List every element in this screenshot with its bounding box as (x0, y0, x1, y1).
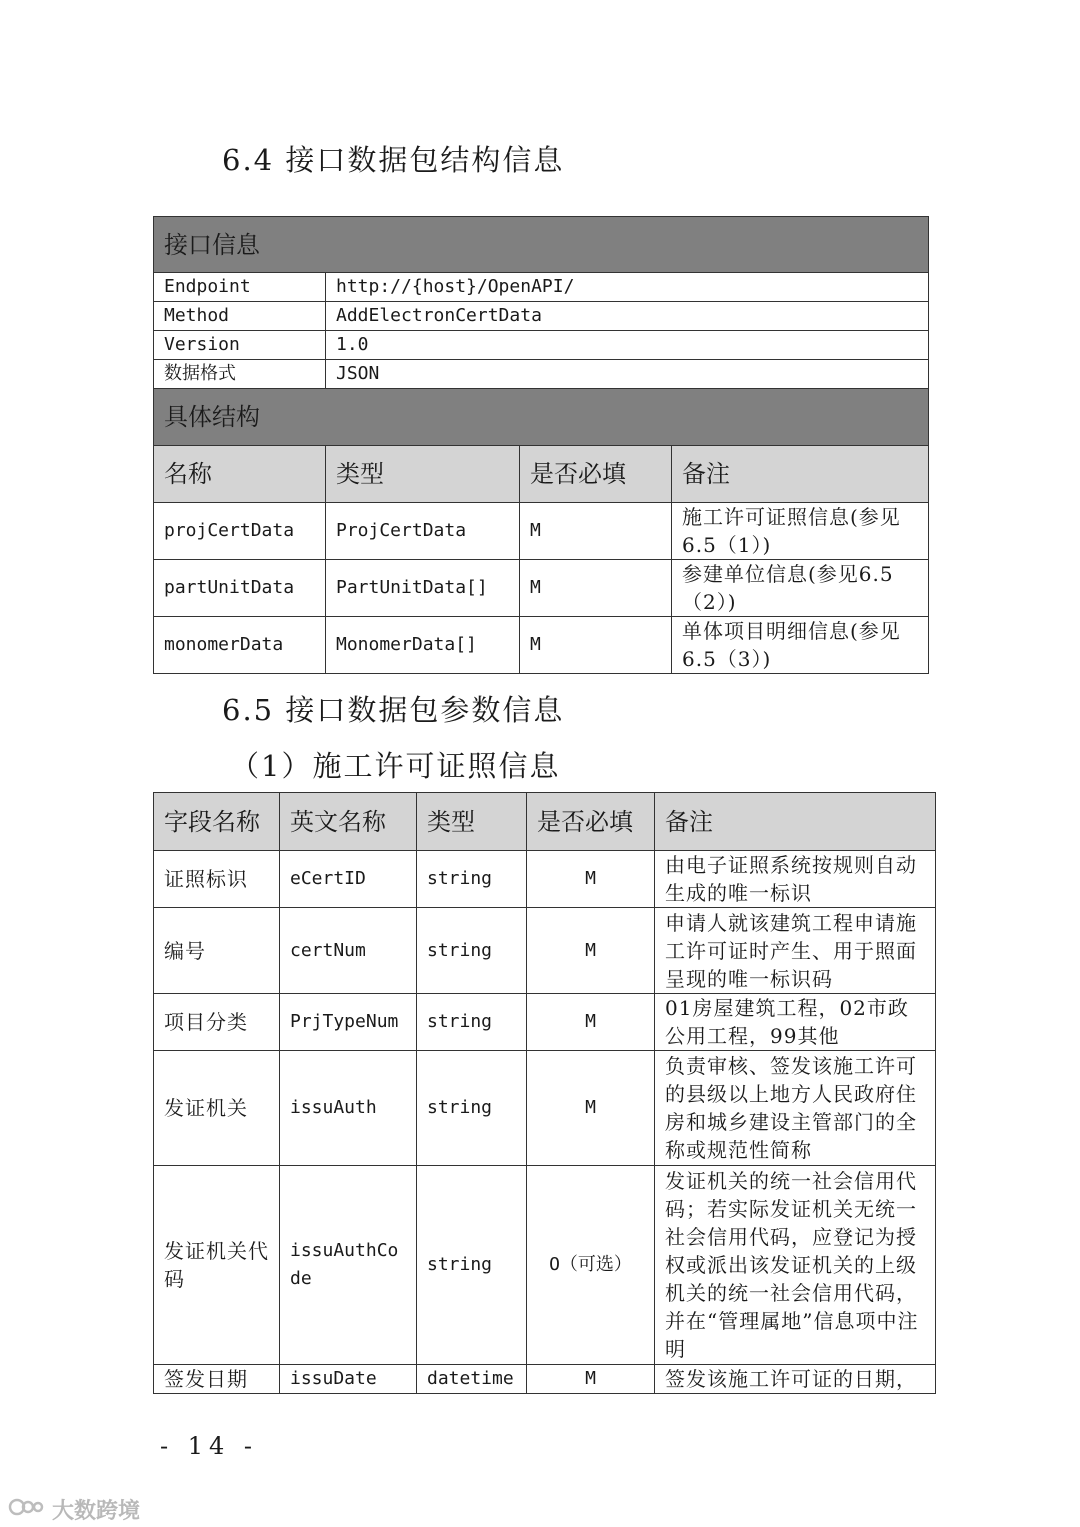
cell-note: 01房屋建筑工程，02市政公用工程，99其他 (655, 994, 936, 1051)
info-key: Endpoint (154, 273, 326, 302)
table-row (154, 503, 929, 560)
cell-required: M (520, 560, 672, 617)
cell-type: ProjCertData (326, 503, 520, 560)
cell-type: MonomerData[] (326, 617, 520, 674)
cell-note: 申请人就该建筑工程申请施工许可证时产生、用于照面呈现的唯一标识码 (655, 908, 936, 994)
cell-english: issuAuth (280, 1051, 417, 1166)
cell-note: 参建单位信息(参见6.5（2）) (672, 560, 929, 617)
cell-field: 签发日期 (154, 1365, 280, 1394)
structure-table (153, 216, 929, 674)
params-table (153, 792, 936, 1394)
cell-note: 由电子证照系统按规则自动生成的唯一标识 (655, 851, 936, 908)
cell-name: monomerData (154, 617, 326, 674)
cell-english: certNum (280, 908, 417, 994)
cell-required: M (520, 503, 672, 560)
info-key: 数据格式 (154, 360, 326, 389)
cell-type: string (417, 1166, 527, 1365)
cell-name: projCertData (154, 503, 326, 560)
cell-field: 发证机关代码 (154, 1166, 280, 1365)
structure-header: 具体结构 (154, 389, 929, 446)
table-row (154, 908, 936, 994)
info-key: Version (154, 331, 326, 360)
cell-type: string (417, 1051, 527, 1166)
cell-name: partUnitData (154, 560, 326, 617)
table-row (154, 617, 929, 674)
column-header: 是否必填 (527, 793, 655, 851)
column-header: 类型 (417, 793, 527, 851)
info-value: JSON (326, 360, 929, 389)
section-64-title: 6.4 接口数据包结构信息 (222, 143, 565, 177)
cell-note: 施工许可证照信息(参见6.5（1）) (672, 503, 929, 560)
column-header: 备注 (655, 793, 936, 851)
column-header: 英文名称 (280, 793, 417, 851)
watermark-text: 大数跨境 (52, 1499, 141, 1524)
cell-type: string (417, 851, 527, 908)
cell-note: 负责审核、签发该施工许可的县级以上地方人民政府住房和城乡建设主管部门的全称或规范性简称 (655, 1051, 936, 1166)
cell-type: string (417, 994, 527, 1051)
column-header: 类型 (326, 446, 520, 503)
table-row (154, 994, 936, 1051)
interface-info-header: 接口信息 (154, 217, 929, 273)
table-row (154, 1166, 936, 1365)
cell-note: 单体项目明细信息(参见6.5（3）) (672, 617, 929, 674)
cell-type: string (417, 908, 527, 994)
cell-required: M (527, 851, 655, 908)
cell-required: O（可选） (527, 1166, 655, 1365)
cell-english: issuAuthCode (280, 1166, 417, 1365)
cell-required: M (520, 617, 672, 674)
cell-field: 编号 (154, 908, 280, 994)
column-header: 是否必填 (520, 446, 672, 503)
cell-english: eCertID (280, 851, 417, 908)
info-value: 1.0 (326, 331, 929, 360)
table-row (154, 1051, 936, 1166)
watermark (8, 1494, 140, 1525)
page-number: - 14 - (160, 1432, 259, 1460)
cell-field: 项目分类 (154, 994, 280, 1051)
cell-english: issuDate (280, 1365, 417, 1394)
cell-note: 签发该施工许可证的日期， (655, 1365, 936, 1394)
cell-field: 发证机关 (154, 1051, 280, 1166)
cell-required: M (527, 1051, 655, 1166)
cell-type: datetime (417, 1365, 527, 1394)
section-65-subtitle: （1）施工许可证照信息 (230, 749, 561, 783)
cell-field: 证照标识 (154, 851, 280, 908)
info-key: Method (154, 302, 326, 331)
table-row (154, 851, 936, 908)
section-65-title: 6.5 接口数据包参数信息 (222, 693, 565, 727)
cell-english: PrjTypeNum (280, 994, 417, 1051)
cell-type: PartUnitData[] (326, 560, 520, 617)
column-header: 名称 (154, 446, 326, 503)
watermark-logo-icon (8, 1495, 48, 1525)
cell-required: M (527, 908, 655, 994)
info-value: AddElectronCertData (326, 302, 929, 331)
table-row (154, 1365, 936, 1394)
info-value: http://{host}/OpenAPI/ (326, 273, 929, 302)
column-header: 备注 (672, 446, 929, 503)
cell-required: M (527, 994, 655, 1051)
table-row (154, 560, 929, 617)
column-header: 字段名称 (154, 793, 280, 851)
cell-required: M (527, 1365, 655, 1394)
cell-note: 发证机关的统一社会信用代码；若实际发证机关无统一社会信用代码，应登记为授权或派出该发证机关的上级机关的统一社会信用代码，并在“管理属地”信息项中注明 (655, 1166, 936, 1365)
